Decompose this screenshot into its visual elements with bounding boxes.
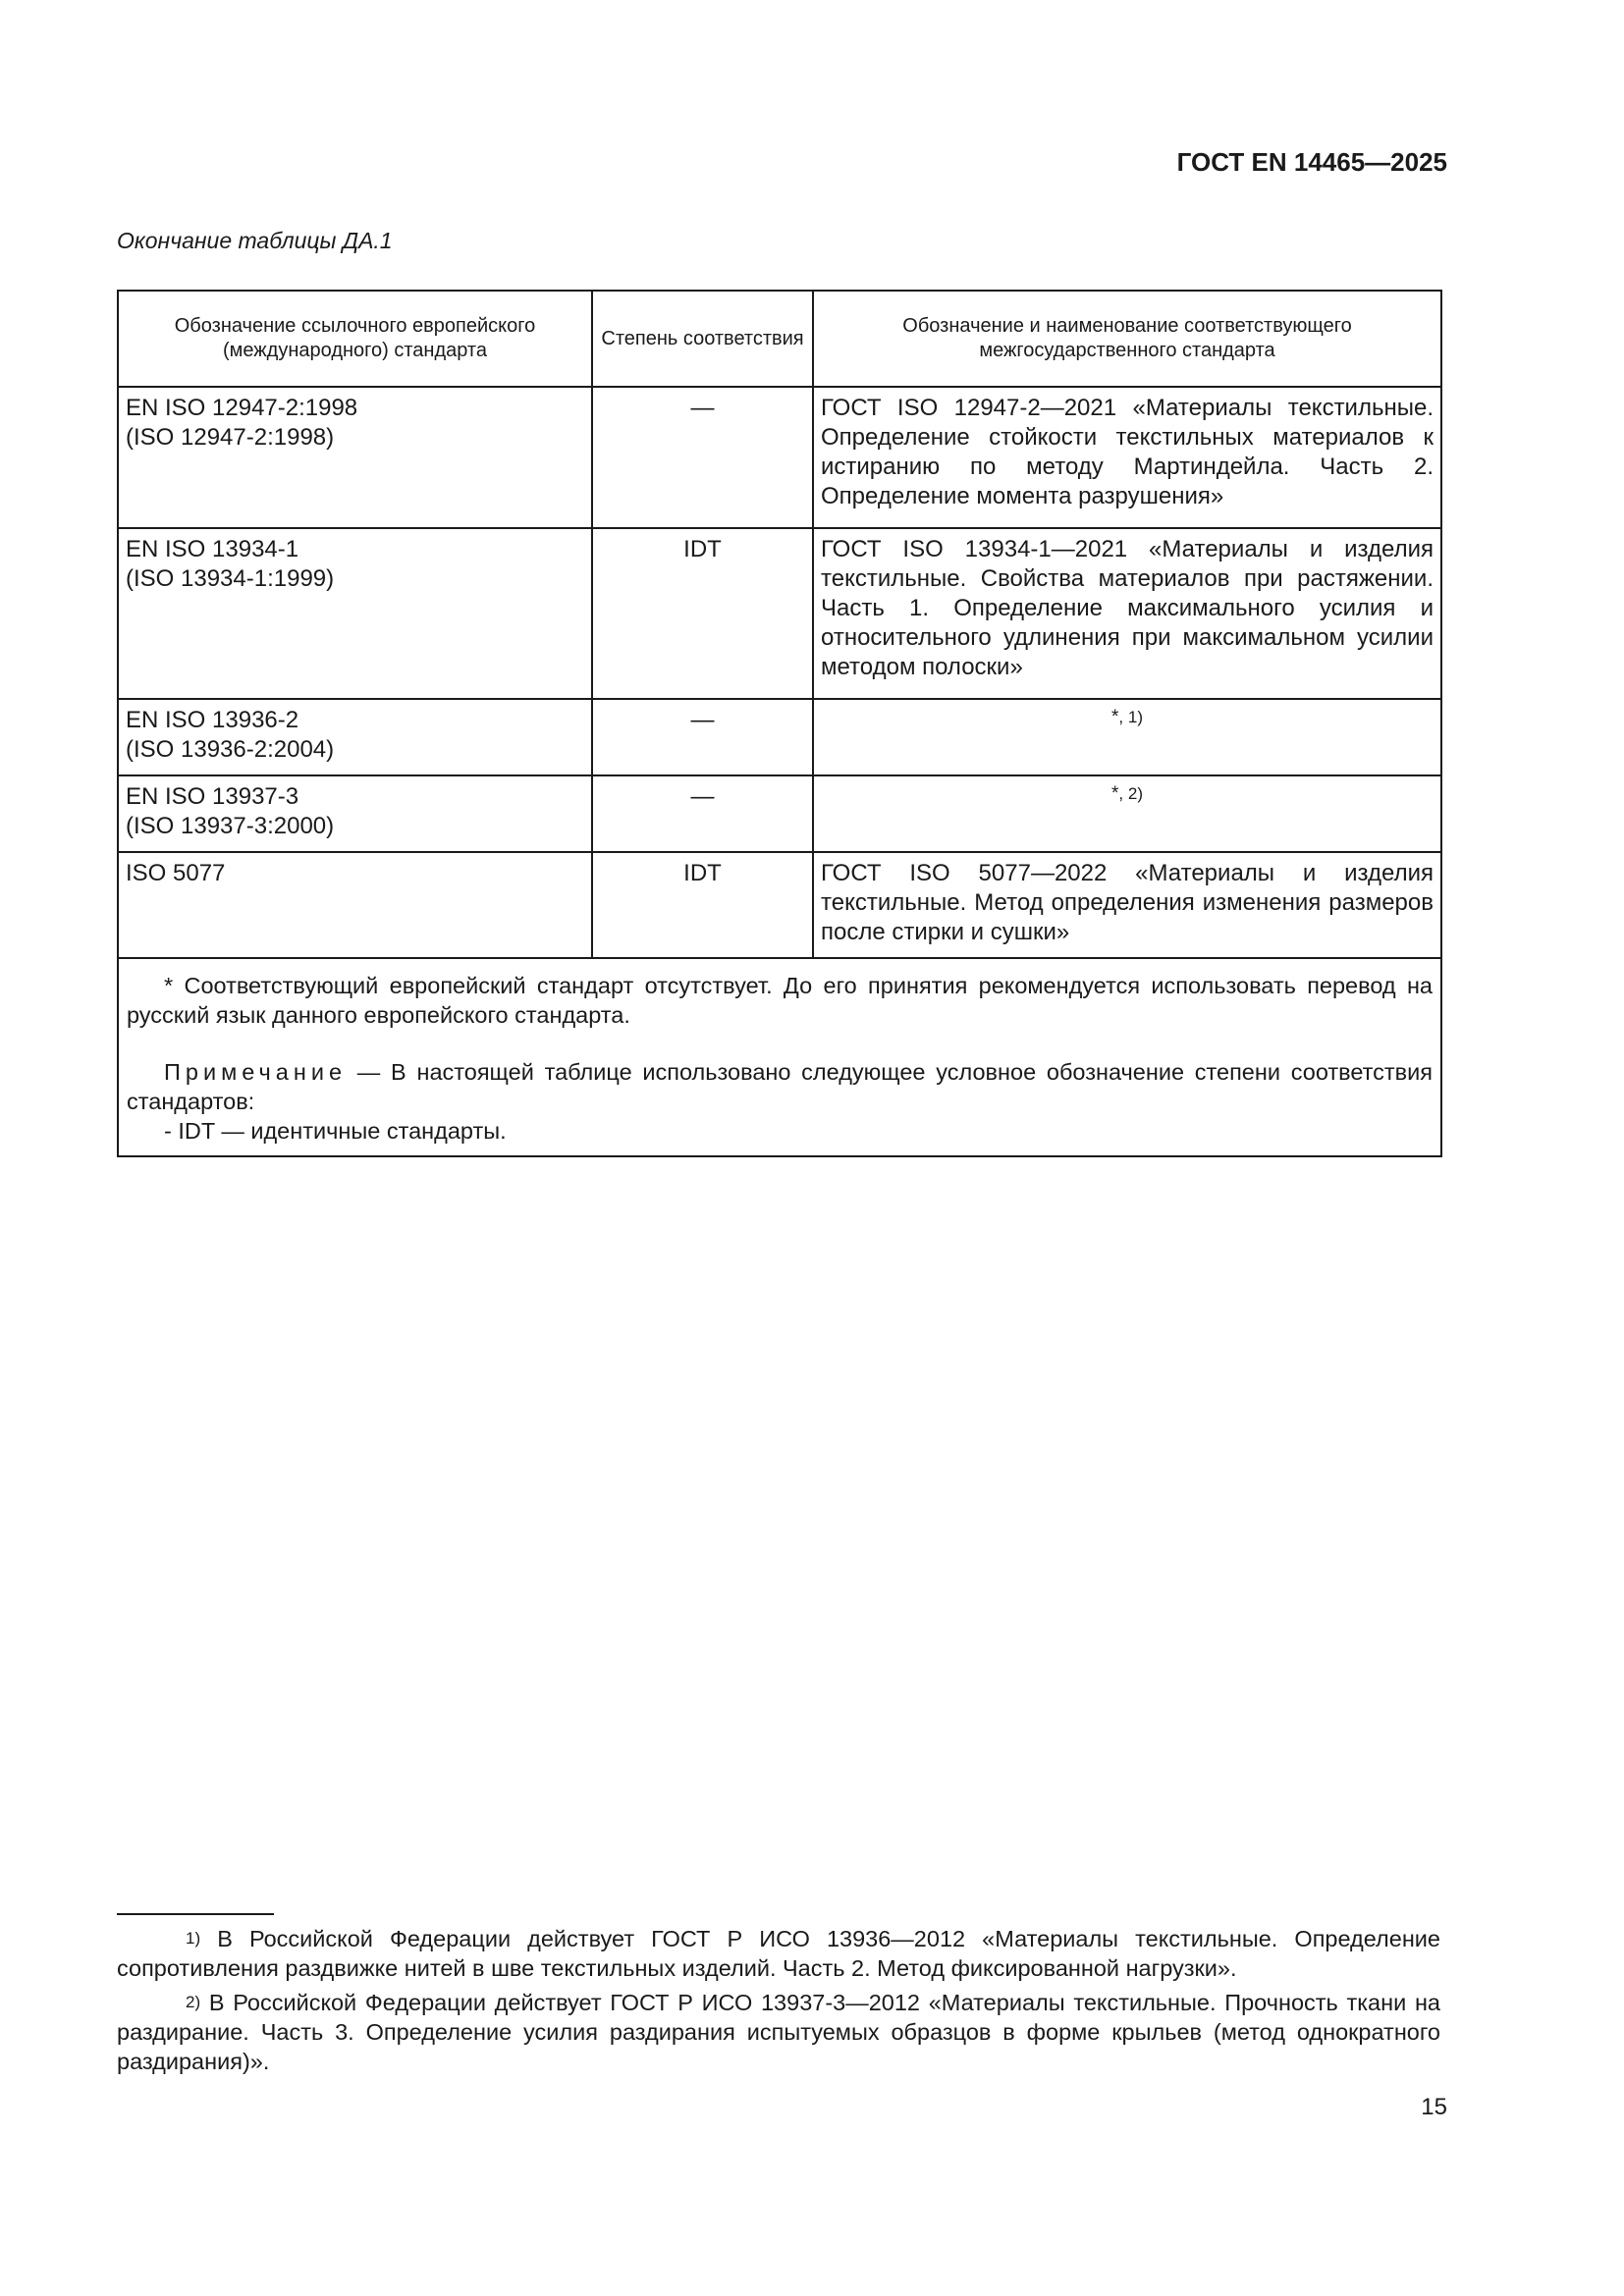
- footnote-2-text: В Российской Федерации действует ГОСТ Р ИСО 13937-3—2012 «Материалы текстильные. Прочность ткани на раздирание. Часть 3. Определение усилия раздирания испытуемых образцов в форме крыльев (метод однократного раздирания)».: [117, 1990, 1440, 2074]
- footnote-separator: [117, 1913, 274, 1915]
- column-header-reference: Обозначение ссылочного европейского (международного) стандарта: [118, 291, 592, 387]
- gost-cell: ГОСТ ISO 13934-1—2021 «Материалы и изделия текстильные. Свойства материалов при растяжении. Часть 1. Определение максимального усилия и относительного удлинения при максимальном усилии методом полоски»: [813, 528, 1441, 699]
- reference-iso-code: (ISO 13936-2:2004): [126, 736, 335, 763]
- degree-cell: —: [592, 699, 813, 775]
- reference-cell: [118, 699, 592, 775]
- note-label: Примечание: [164, 1059, 348, 1085]
- footnote-2: [117, 1988, 1440, 2076]
- footnote-ref-1: , 1): [1118, 708, 1143, 726]
- reference-cell: [118, 528, 592, 699]
- table-row: [118, 528, 1441, 699]
- document-code: ГОСТ EN 14465—2025: [1176, 147, 1447, 177]
- table-row: [118, 852, 1441, 958]
- gost-cell-missing: [813, 775, 1441, 852]
- footnote-ref-2: , 2): [1118, 784, 1143, 803]
- reference-code: EN ISO 13936-2: [126, 707, 299, 733]
- degree-cell: —: [592, 775, 813, 852]
- reference-code: EN ISO 13937-3: [126, 783, 299, 810]
- degree-cell: IDT: [592, 852, 813, 958]
- footnote-1: [117, 1924, 1440, 1983]
- reference-cell: [118, 852, 592, 958]
- reference-cell: [118, 775, 592, 852]
- reference-iso-code: (ISO 13937-3:2000): [126, 813, 335, 839]
- gost-cell: ГОСТ ISO 12947-2—2021 «Материалы текстильные. Определение стойкости текстильных материалов к истиранию по методу Мартиндейла. Часть 2. Определение момента разрушения»: [813, 387, 1441, 528]
- table-header-row: [118, 291, 1441, 387]
- table-row: [118, 699, 1441, 775]
- reference-code: EN ISO 12947-2:1998: [126, 395, 358, 421]
- reference-code: ISO 5077: [126, 860, 226, 886]
- table-notes-row: [118, 958, 1441, 1156]
- column-header-degree: Степень соответствия: [592, 291, 813, 387]
- reference-iso-code: (ISO 12947-2:1998): [126, 424, 335, 451]
- table-notes-cell: [118, 958, 1441, 1156]
- note-text: — В настоящей таблице использовано следующее условное обозначение степени соответствия стандартов:: [127, 1059, 1433, 1114]
- standards-correspondence-table: [117, 290, 1442, 1157]
- table-caption: Окончание таблицы ДА.1: [117, 228, 393, 253]
- table-row: [118, 387, 1441, 528]
- reference-iso-code: (ISO 13934-1:1999): [126, 565, 335, 592]
- gost-cell-missing: [813, 699, 1441, 775]
- page-number: 15: [1421, 2094, 1447, 2120]
- footnote-1-text: В Российской Федерации действует ГОСТ Р ИСО 13936—2012 «Материалы текстильные. Определение сопротивления раздвижке нитей в шве текстильных изделий. Часть 2. Метод фиксированной нагрузки».: [117, 1926, 1440, 1981]
- column-header-gost: Обозначение и наименование соответствующего межгосударственного стандарта: [813, 291, 1441, 387]
- reference-code: EN ISO 13934-1: [126, 536, 299, 562]
- degree-cell: —: [592, 387, 813, 528]
- gost-cell: ГОСТ ISO 5077—2022 «Материалы и изделия текстильные. Метод определения изменения размеров после стирки и сушки»: [813, 852, 1441, 958]
- table-note: [127, 1057, 1433, 1116]
- absent-standard-mark: *: [1111, 707, 1119, 727]
- reference-cell: [118, 387, 592, 528]
- absent-standard-note: * Соответствующий европейский стандарт отсутствует. До его принятия рекомендуется использовать перевод на русский язык данного европейского стандарта.: [127, 973, 1433, 1028]
- footnote-1-mark: 1): [186, 1929, 201, 1948]
- absent-standard-mark: *: [1111, 783, 1119, 804]
- degree-cell: IDT: [592, 528, 813, 699]
- idt-definition: - IDT — идентичные стандарты.: [164, 1118, 507, 1144]
- footnote-2-mark: 2): [186, 1993, 201, 2011]
- table-row: [118, 775, 1441, 852]
